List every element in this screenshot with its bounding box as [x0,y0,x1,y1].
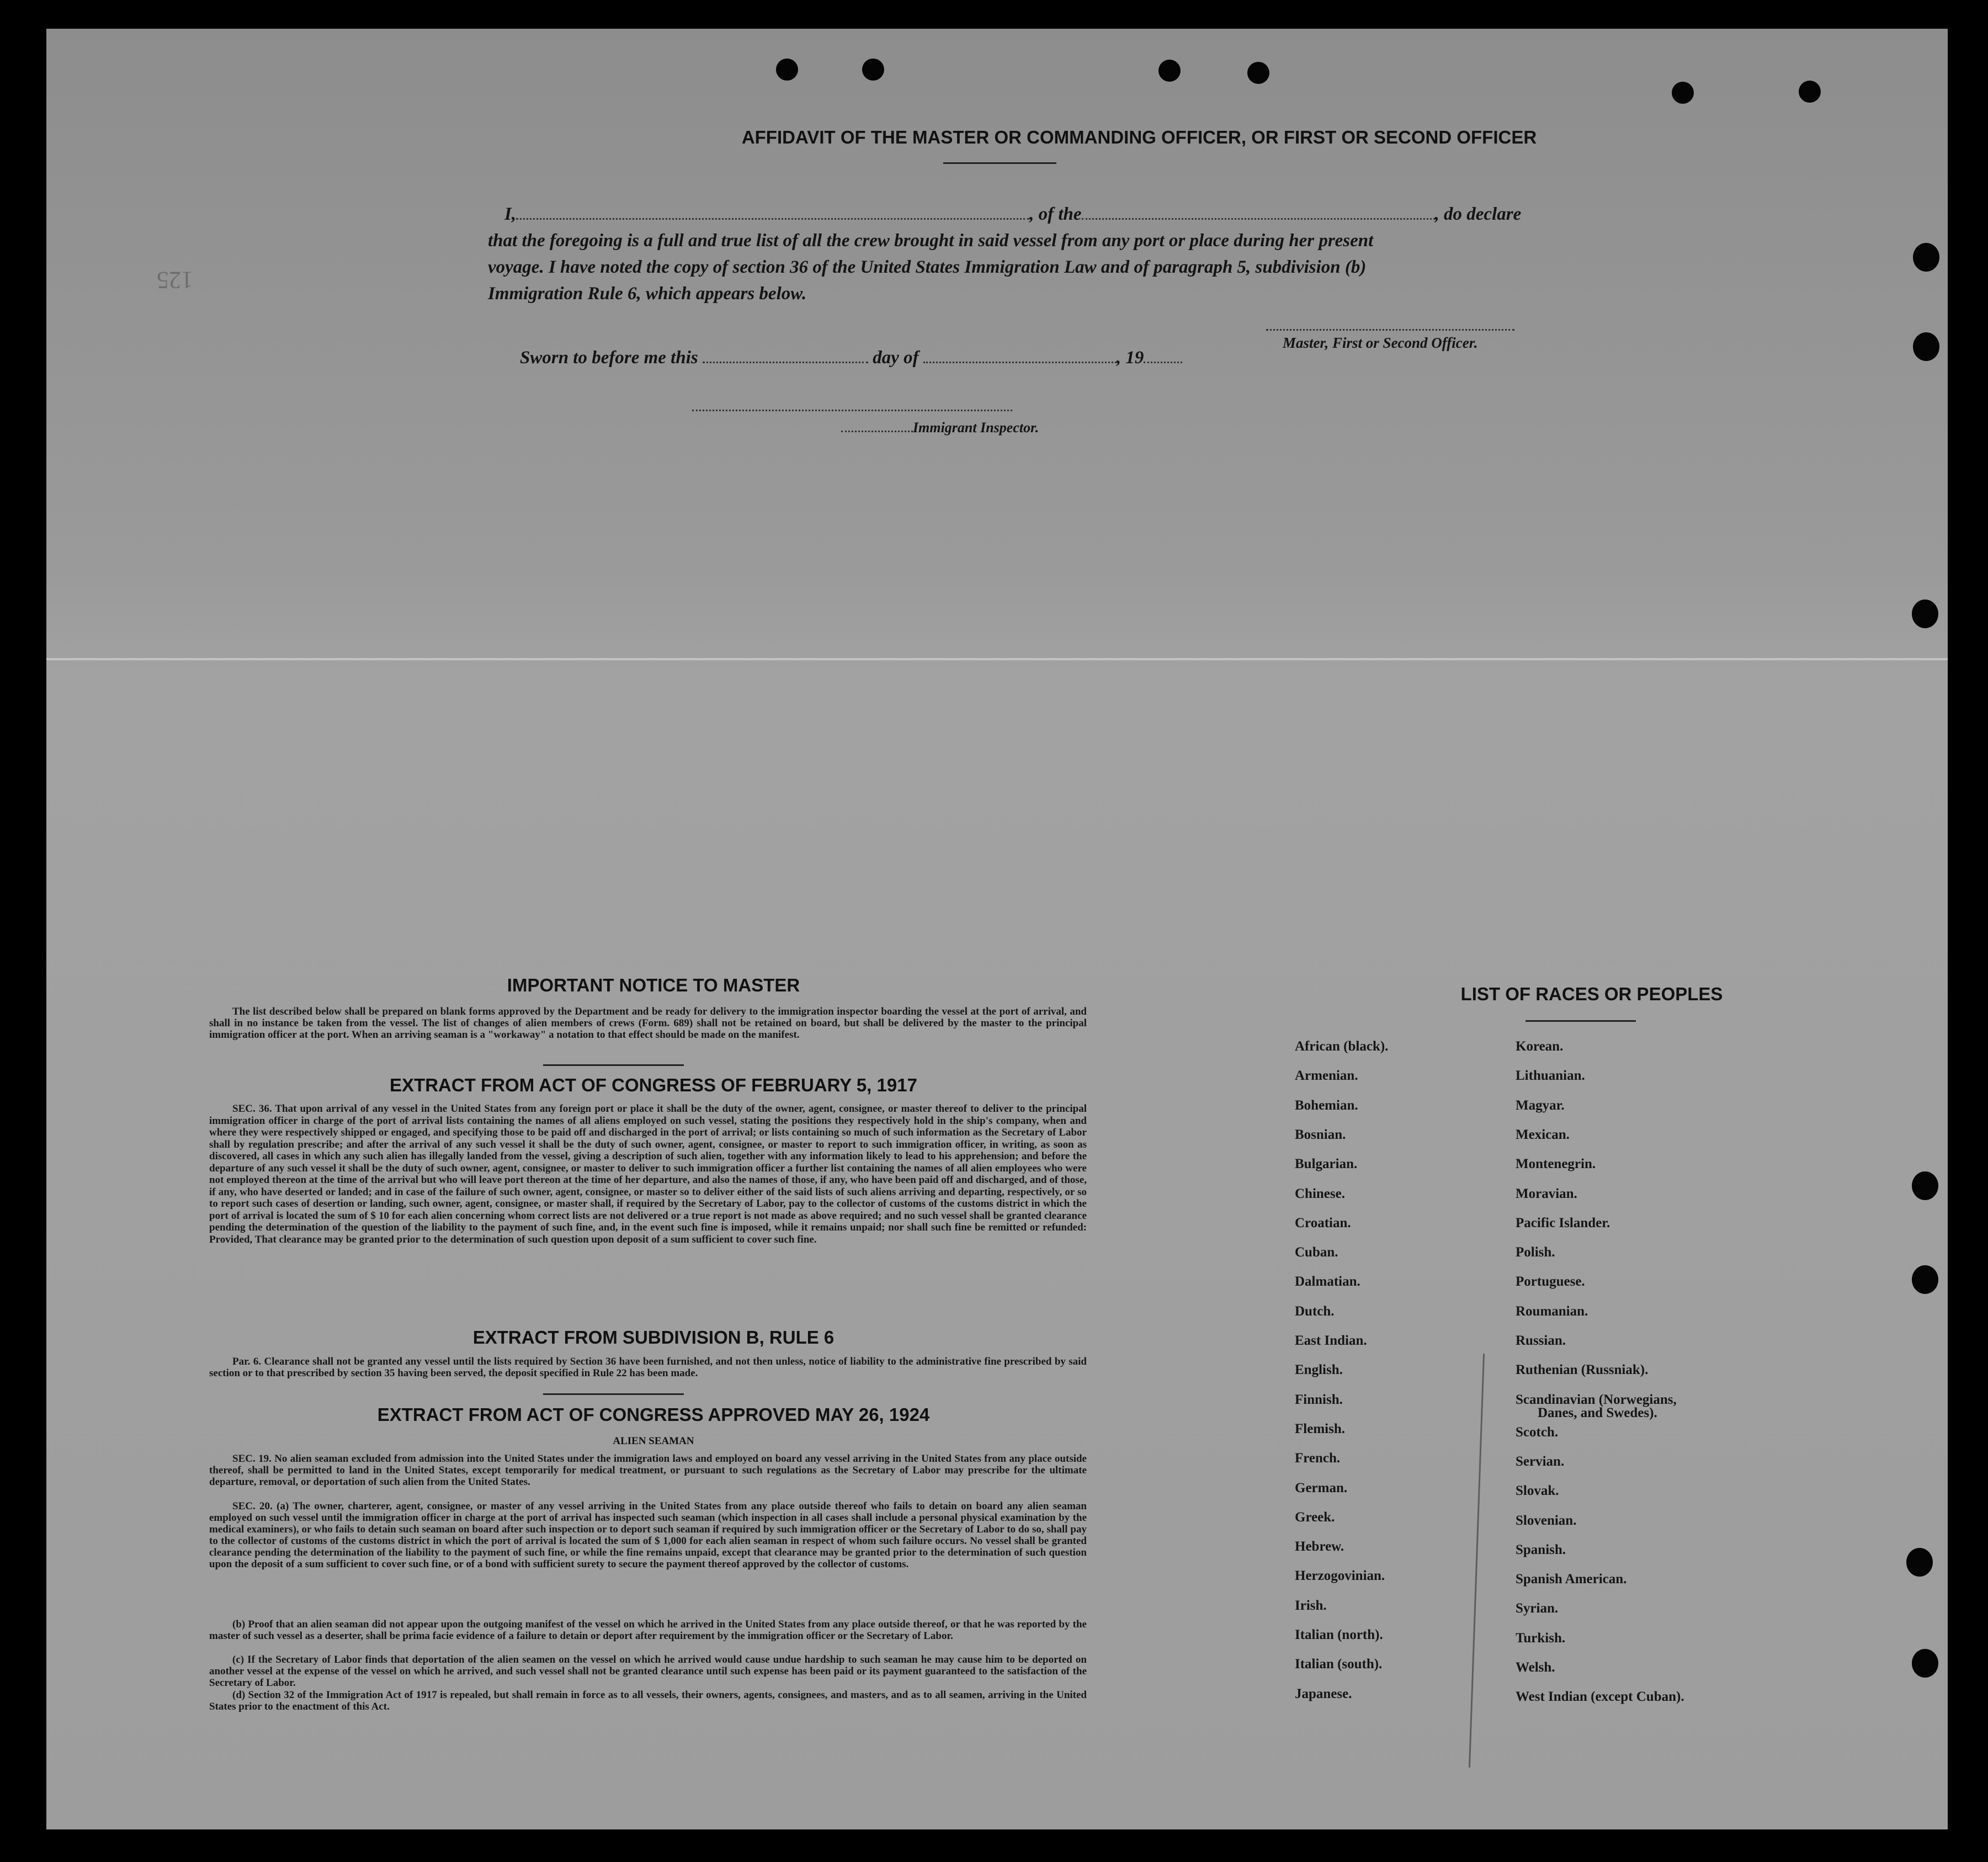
inspector-line [841,420,1039,436]
extract-1917-title: EXTRACT FROM ACT OF CONGRESS OF FEBRUARY 5, 1917 [390,1075,917,1095]
race-item: Chinese. [1295,1186,1345,1201]
master-label: Master, First or Second Officer. [1283,335,1478,351]
extract-1917-text: SEC. 36. That upon arrival of any vessel in the United States from any foreign port or place it shall be the duty of the owner, agent, consignee, or master thereof to deliver to the principal immigration officer in charge of the port of arrival lists containing the names of all aliens employed on such vessel, stating the positions they respectively hold in the ship's company, when and where they were respectively shipped or engaged, and specifying those to be paid off and discharged in the port of arrival; or lists containing so much of such information as the Secretary of Labor shall by regulation prescribe; and after the arrival of any such vessel it shall be the duty of such owner, agent, consignee, or master to report to such immigration officer, in writing, as soon as discovered, all cases in which any such alien has illegally landed from the vessel, giving a description of such alien, together with any information likely to lead to his apprehension; and before the departure of any such vessel it shall be the duty of such owner, agent, consignee, or master to deliver to such immigration officer a further list containing the names of all alien employees who were not employed thereon at the time of the arrival but who will leave port thereon at the time of her departure, and also the names of those, if any, who have been paid off and discharged, and of those, if any, who have deserted or landed; and in case of the failure of such owner, agent, consignee, or master so to deliver either of the said lists of such aliens arriving and departing, respectively, or so to report such cases of desertion or landing, such owner, agent, consignee, or master shall, if required by the Secretary of Labor, pay to the collector of customs of the customs district in which the port of arrival is located the sum of $ 10 for each alien concerning whom correct lists are not delivered or a true report is not made as above required; and no such vessel shall be granted clearance pending the determination of the question of the liability to the payment of such fine, and, in the event such fine is imposed, while it remains unpaid; nor shall such fine be remitted or refunded: Provided, That clearance may be granted prior to the determination of such question upon deposit of a sum sufficient to cover such fine. [209,1103,1087,1245]
race-item: Slovak. [1516,1483,1559,1499]
race-item: Bosnian. [1295,1127,1346,1142]
punch-hole [1906,1548,1933,1577]
race-item: Ruthenian (Russniak). [1516,1362,1649,1378]
race-item: Flemish. [1295,1421,1345,1436]
declarant-name-field[interactable] [516,205,1029,220]
race-item: Russian. [1516,1333,1566,1348]
race-item: Greek. [1295,1509,1335,1525]
race-item: Scotch. [1516,1424,1559,1440]
race-item: Italian (north). [1295,1627,1383,1642]
race-item: Lithuanian. [1516,1068,1585,1084]
race-item: Herzogovinian. [1295,1568,1385,1584]
race-item: African (black). [1295,1039,1389,1054]
inspector-name-field[interactable] [841,421,913,432]
race-item: Japanese. [1295,1686,1352,1701]
punch-hole [1247,62,1269,84]
punch-hole [1912,600,1938,628]
race-item: Turkish. [1516,1630,1566,1646]
year-label: , 19 [1116,348,1144,368]
race-item: Montenegrin. [1516,1157,1596,1172]
race-item: Moravian. [1516,1186,1577,1201]
punch-hole [776,59,798,81]
race-item: Polish. [1516,1245,1555,1260]
extract-1924-title: EXTRACT FROM ACT OF CONGRESS APPROVED MAY 26, 1924 [377,1404,930,1425]
race-item: Spanish American. [1516,1572,1627,1587]
race-item: Finnish. [1295,1392,1343,1407]
sec19-text: SEC. 19. No alien seaman excluded from admission into the United States under the immigration laws and employed on board any vessel arriving in the United States from any place outside thereof, shall be permitted to land in the United States, except temporarily for medical treatment, or pursuant to such regulations as the Secretary of Labor may prescribe for the ultimate departure, removal, or deportation of such alien from the United States. [209,1453,1087,1488]
punch-hole [1912,1171,1938,1200]
punch-hole [1913,332,1939,361]
race-item: Korean. [1516,1039,1564,1054]
affidavit-line1 [504,204,1521,225]
affidavit-title: AFFIDAVIT OF THE MASTER OR COMMANDING OFFICER, OR FIRST OR SECOND OFFICER [741,127,1537,147]
race-item: West Indian (except Cuban). [1516,1689,1684,1705]
race-item: English. [1295,1362,1343,1378]
punch-hole [1912,1265,1938,1294]
race-item: Pacific Islander. [1516,1215,1610,1230]
page-fold [46,658,1948,660]
races-rule [1525,1020,1636,1022]
race-item: Roumanian. [1516,1303,1588,1319]
sworn-year-field[interactable] [1144,348,1182,363]
race-item: Mexican. [1516,1127,1570,1142]
sworn-label: Sworn to before me this [520,348,698,368]
affidavit-line4: Immigration Rule 6, which appears below. [488,284,807,304]
race-item: Hebrew. [1295,1539,1344,1555]
affidavit-line2: that the foregoing is a full and true list of all the crew brought in said vessel from any port or place during her present [488,231,1374,251]
race-item: East Indian. [1295,1333,1367,1348]
punch-hole [1912,1649,1938,1678]
declare-label: , do declare [1434,204,1522,224]
section-rule [543,1393,684,1395]
punch-hole [862,59,884,81]
races-title: LIST OF RACES OR PEOPLES [1460,984,1723,1004]
race-item: Magyar. [1516,1097,1565,1113]
race-item: Portuguese. [1516,1274,1585,1290]
punch-hole [1913,243,1939,272]
sec20c-text: (c) If the Secretary of Labor finds that deportation of the alien seamen on the vessel on which he arrived would cause undue hardship to such seaman he may cause him to be deported on another vessel at the expense of the vessel on which he arrived, and such vessel shall not be granted clearance until such expense has been paid or its payment guaranteed to the satisfaction of the Secretary of Labor. [209,1654,1087,1689]
inspector-signature-field[interactable] [692,396,1012,411]
notice-text: The list described below shall be prepared on blank forms approved by the Department and be ready for delivery to the immigration inspector boarding the vessel at the port of arrival, and shall in no instance be taken from the vessel. The list of changes of alien members of crews (Form. 689) shall not be retained on board, but shall be delivered by the master to the principal immigration officer at the port. When an arriving seaman is a "workaway" a notation to that effect should be made on the manifest. [209,1006,1087,1041]
declarant-prefix: I, [504,204,517,224]
subdivision-title: EXTRACT FROM SUBDIVISION B, RULE 6 [472,1327,834,1348]
race-item: Irish. [1295,1598,1327,1613]
race-item: Dutch. [1295,1303,1335,1319]
race-item: Bohemian. [1295,1097,1358,1113]
sworn-day-field[interactable] [703,348,868,363]
race-item: Spanish. [1516,1542,1566,1557]
race-item: Scandinavian (Norwegians, [1516,1392,1677,1407]
punch-hole [1799,81,1821,103]
notice-title: IMPORTANT NOTICE TO MASTER [507,975,800,995]
subdivision-text: Par. 6. Clearance shall not be granted any vessel until the lists required by Section 36 have been furnished, and not then unless, notice of liability to the administrative fine prescribed by said section or to that prescribed by section 35 having been served, the deposit specified in Rule 22 has been made. [209,1356,1087,1379]
race-item: Syrian. [1516,1601,1559,1616]
margin-note: 125 [157,267,193,294]
sworn-month-field[interactable] [923,348,1117,363]
race-item: Dalmatian. [1295,1274,1360,1290]
race-item: Servian. [1516,1453,1565,1469]
race-item: German. [1295,1480,1348,1495]
title-rule [943,162,1056,164]
sec20b-text: (b) Proof that an alien seaman did not appear upon the outgoing manifest of the vessel on which he arrived in the United States from any place outside thereof, or that he was reported by the master of such vessel as a deserter, shall be prima facie evidence of a failure to detain or deport after requirement by the immigration officer or the Secretary of Labor. [209,1619,1087,1642]
punch-hole [1158,60,1181,82]
race-item: Italian (south). [1295,1657,1383,1672]
sec20d-text: (d) Section 32 of the Immigration Act of 1917 is repealed, but shall remain in force as to all vessels, their owners, agents, consignees, and masters, and as to all seamen, arriving in the United States prior to the enactment of this Act. [209,1689,1087,1712]
master-signature-field[interactable] [1266,316,1514,331]
race-item: Bulgarian. [1295,1157,1358,1172]
sworn-line [520,348,1182,368]
bracket-line [1469,1354,1485,1768]
day-of-label: day of [873,348,919,368]
punch-hole [1672,82,1694,104]
document-sheet [46,29,1948,1829]
race-item: Welsh. [1516,1660,1555,1675]
inspector-label: Immigrant Inspector. [913,420,1039,436]
race-item: Croatian. [1295,1215,1351,1230]
affidavit-line3: voyage. I have noted the copy of section 36 of the United States Immigration Law and of paragraph 5, subdivision (b) [488,257,1367,277]
race-item: Slovenian. [1516,1513,1577,1528]
section-rule [543,1064,684,1066]
vessel-name-field[interactable] [1082,205,1435,220]
race-item: Danes, and Swedes). [1538,1405,1657,1420]
alien-seaman-subtitle: ALIEN SEAMAN [613,1435,694,1447]
race-item: French. [1295,1451,1341,1466]
sec20a-text: SEC. 20. (a) The owner, charterer, agent, consignee, or master of any vessel arriving in the United States from any place outside thereof who fails to detain on board any alien seaman employed on such vessel until the immigration officer in charge at the port of arrival has inspected such seaman (which inspection in all cases shall include a personal physical examination by the medical examiners), or who fails to detain such seaman on board after such inspection or to deport such seaman if required by such immigration officer or the Secretary of Labor to do so, shall pay to the collector of customs of the customs district in which the port of arrival is located the sum of $ 1,000 for each alien seaman in respect of whom such failure occurs. No vessel shall be granted clearance pending the determination of the liability to the payment of such fine, or while the fine remains unpaid, except that clearance may be granted prior to the determination of such question upon the deposit of a sum sufficient to cover such fine, or of a bond with sufficient surety to secure the payment thereof approved by the collector of customs. [209,1500,1087,1570]
race-item: Cuban. [1295,1245,1338,1260]
race-item: Armenian. [1295,1068,1358,1084]
of-the-label: , of the [1029,204,1082,224]
